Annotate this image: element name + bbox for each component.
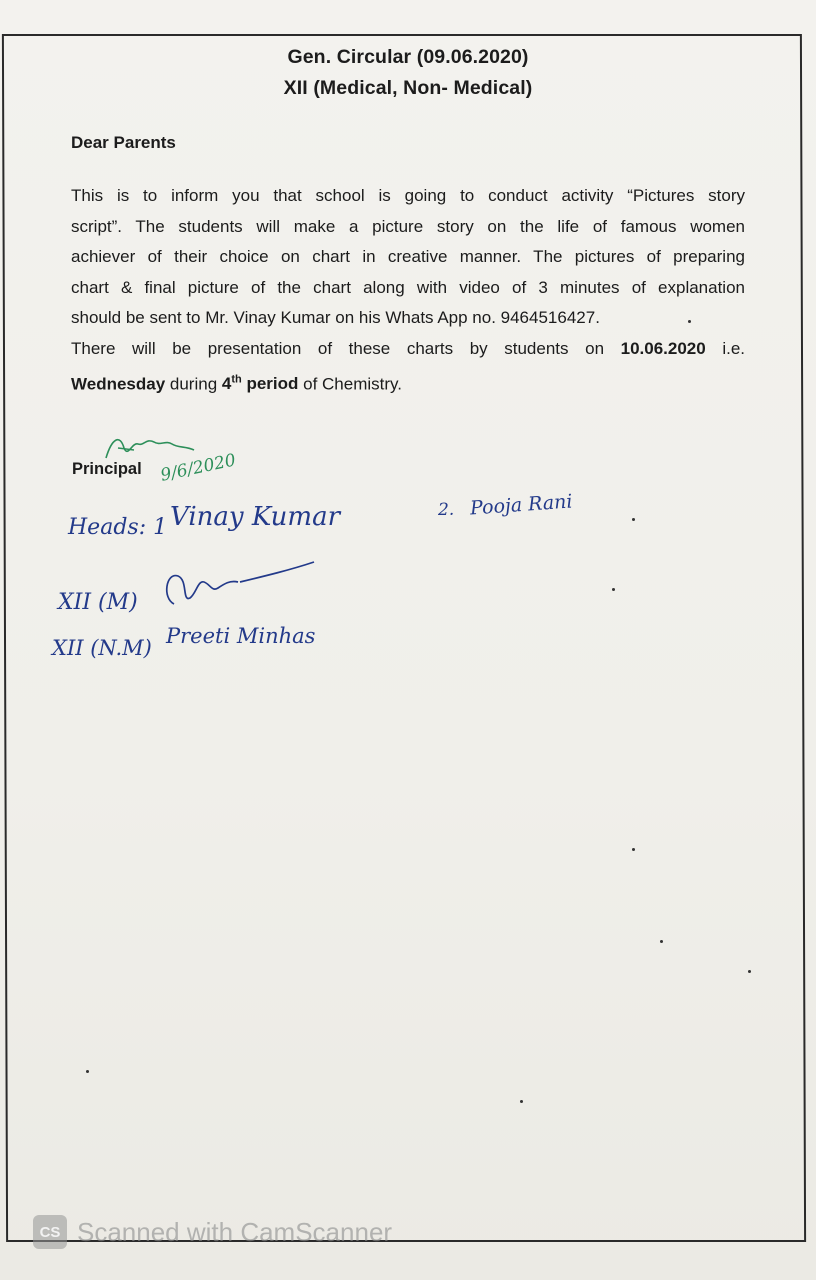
principal-sign-date: 9/6/2020 (158, 450, 238, 486)
paragraph-line (71, 365, 745, 400)
head2-signature: Pooja Rani (469, 490, 574, 520)
presentation-day: Wednesday (71, 374, 166, 394)
period-number: 4th period (221, 373, 299, 394)
speck (688, 320, 691, 323)
camscanner-logo: CS (33, 1215, 67, 1249)
paragraph-line (71, 334, 745, 365)
head1-signature: Vinay Kumar (170, 502, 341, 532)
circular-paragraph-1 (71, 181, 745, 334)
watermark-text: Scanned with CamScanner (77, 1216, 393, 1247)
head2-label: 2. (438, 500, 455, 520)
speck (660, 940, 663, 943)
during-text: during (165, 374, 222, 394)
xii-medical-label: XII (M) (58, 590, 138, 615)
speck (86, 1070, 89, 1073)
paragraph-line: achiever of their choice on chart in creative manner. The pictures of preparing (71, 247, 745, 267)
speck (612, 588, 615, 591)
circular-title: Gen. Circular (09.06.2020) (287, 46, 529, 68)
paragraph-line: should be sent to Mr. Vinay Kumar on his Whats App no. 9464516427. (71, 308, 600, 328)
camscanner-watermark (33, 1215, 392, 1249)
presentation-date: 10.06.2020 (620, 339, 706, 358)
speck (632, 848, 635, 851)
speck (520, 1100, 523, 1103)
xii-non-medical-label: XII (N.M) (52, 636, 152, 660)
class-subtitle: XII (Medical, Non- Medical) (283, 77, 533, 99)
ie-text: i.e. (705, 339, 745, 358)
paragraph-line: script”. The students will make a picture story on the life of famous women (71, 216, 745, 236)
circular-paragraph-2 (71, 334, 745, 400)
heads-label: Heads: 1 (68, 515, 168, 540)
xii-non-medical-signature: Preeti Minhas (166, 624, 316, 648)
xii-medical-signature (160, 558, 320, 616)
paragraph-line: This is to inform you that school is going to conduct activity “Pictures story (71, 186, 745, 205)
principal-label: Principal (72, 460, 142, 478)
salutation: Dear Parents (71, 133, 176, 152)
chemistry-text: of Chemistry. (298, 374, 402, 394)
speck (748, 970, 751, 973)
paragraph-line: chart & final picture of the chart along with video of 3 minutes of explanation (71, 277, 745, 297)
speck (632, 518, 635, 521)
presentation-text: There will be presentation of these charts by students on (71, 339, 621, 358)
